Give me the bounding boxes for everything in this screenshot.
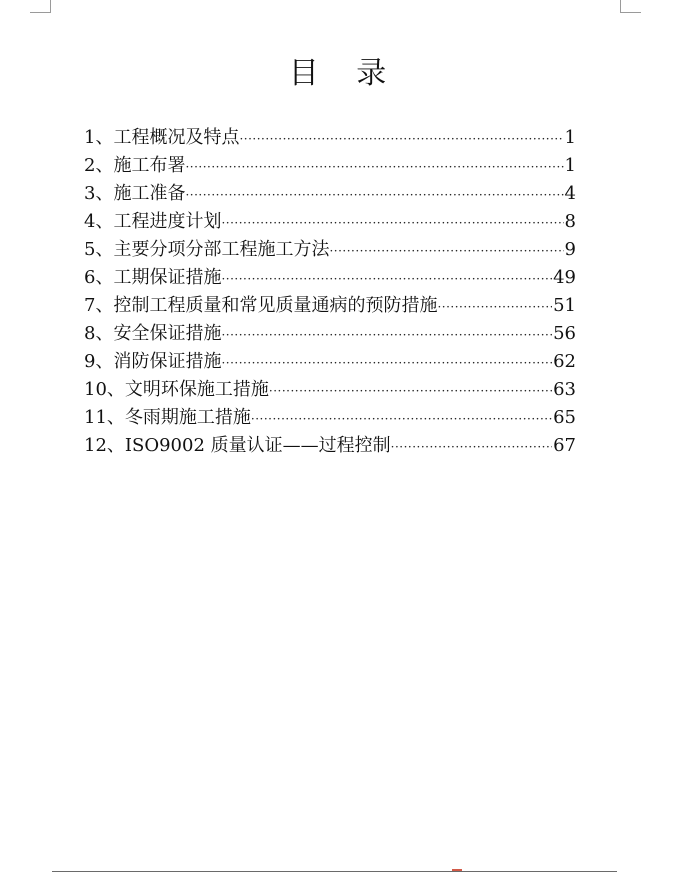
toc-entry-title: 控制工程质量和常见质量通病的预防措施: [113, 295, 438, 316]
toc-entry-6[interactable]: [84, 264, 576, 292]
toc-dot-leader: [221, 349, 552, 377]
toc-entry-title: 文明环保施工措施: [124, 379, 269, 400]
toc-dot-leader: [221, 321, 552, 349]
footer-accent-mark: [452, 869, 462, 871]
toc-entry-7[interactable]: [84, 292, 576, 320]
toc-entry-number: 8、: [84, 323, 114, 344]
toc-entry-title: 消防保证措施: [113, 351, 222, 372]
toc-entry-3[interactable]: [84, 180, 576, 208]
toc-dot-leader: [269, 377, 552, 405]
toc-dot-leader: [437, 293, 552, 321]
toc-entry-2[interactable]: [84, 152, 576, 180]
toc-entry-page: 65: [553, 407, 576, 428]
toc-entry-title: 施工准备: [113, 183, 186, 204]
toc-entry-8[interactable]: [84, 320, 576, 348]
footer-rule: [52, 871, 617, 872]
toc-entry-number: 2、: [84, 155, 114, 176]
toc-dot-leader: [221, 209, 563, 237]
toc-entry-10[interactable]: [84, 376, 576, 404]
toc-dot-leader: [391, 433, 552, 461]
toc-entry-4[interactable]: [84, 208, 576, 236]
toc-entry-12[interactable]: [84, 432, 576, 460]
toc-entry-title: 工期保证措施: [113, 267, 222, 288]
toc-entry-page: 67: [553, 435, 576, 456]
toc-entry-title: ISO9002 质量认证——过程控制: [124, 435, 391, 456]
toc-entry-page: 1: [564, 127, 576, 148]
toc-entry-title: 工程概况及特点: [113, 127, 240, 148]
table-of-contents: [84, 124, 576, 460]
toc-dot-leader: [185, 153, 563, 181]
corner-crop-mark-top-right: [620, 0, 641, 13]
toc-entry-9[interactable]: [84, 348, 576, 376]
corner-crop-mark-top-left: [30, 0, 51, 13]
toc-entry-number: 10、: [84, 379, 125, 400]
toc-dot-leader: [251, 405, 552, 433]
toc-entry-number: 11、: [84, 407, 125, 428]
toc-entry-page: 63: [553, 379, 576, 400]
toc-entry-number: 3、: [84, 183, 114, 204]
toc-entry-title: 冬雨期施工措施: [124, 407, 251, 428]
toc-entry-number: 7、: [84, 295, 114, 316]
toc-entry-page: 8: [564, 211, 576, 232]
toc-entry-11[interactable]: [84, 404, 576, 432]
toc-entry-number: 1、: [84, 127, 114, 148]
toc-entry-page: 9: [564, 239, 576, 260]
toc-entry-page: 1: [564, 155, 576, 176]
toc-entry-title: 工程进度计划: [113, 211, 222, 232]
toc-entry-page: 49: [553, 267, 576, 288]
toc-entry-page: 62: [553, 351, 576, 372]
toc-dot-leader: [329, 237, 563, 265]
page-title: 目 录: [288, 56, 401, 91]
toc-dot-leader: [221, 265, 552, 293]
toc-dot-leader: [239, 125, 563, 153]
toc-entry-number: 9、: [84, 351, 114, 372]
toc-entry-number: 6、: [84, 267, 114, 288]
toc-entry-number: 12、: [84, 435, 125, 456]
toc-entry-page: 56: [553, 323, 576, 344]
toc-entry-1[interactable]: [84, 124, 576, 152]
toc-entry-title: 主要分项分部工程施工方法: [113, 239, 330, 260]
toc-entry-number: 5、: [84, 239, 114, 260]
toc-entry-title: 安全保证措施: [113, 323, 222, 344]
toc-entry-page: 51: [553, 295, 576, 316]
toc-entry-5[interactable]: [84, 236, 576, 264]
toc-entry-title: 施工布署: [113, 155, 186, 176]
toc-entry-number: 4、: [84, 211, 114, 232]
toc-entry-page: 4: [564, 183, 576, 204]
toc-dot-leader: [185, 181, 563, 209]
